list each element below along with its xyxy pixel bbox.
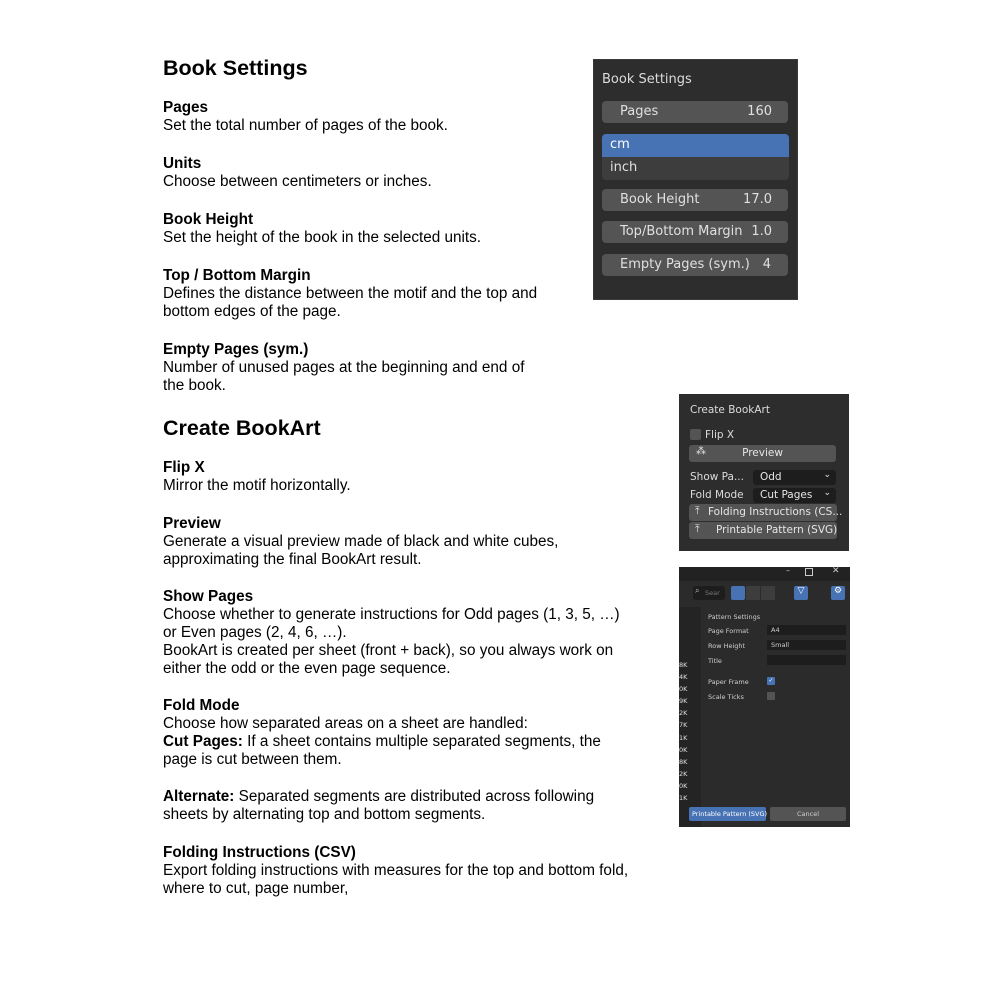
show-pages-label: Show Pa... [690, 471, 744, 483]
title-bar [679, 567, 850, 581]
paper-frame-checkbox[interactable]: ✓ [768, 677, 774, 684]
section-text: Choose between centimeters or inches. [163, 173, 432, 190]
preview-button[interactable] [689, 445, 836, 462]
section-text: BookArt is created per sheet (front + back), so you always work on [163, 642, 614, 659]
folding-instructions-button[interactable] [689, 504, 843, 521]
fold-mode-value: Cut Pages [760, 489, 813, 501]
section-text: Defines the distance between the motif and the top and [163, 285, 538, 302]
section-text: Export folding instructions with measures for the top and bottom fold, [163, 862, 629, 879]
row-height-dropdown[interactable] [767, 640, 846, 650]
spacer [163, 769, 683, 788]
cut-pages-term: Cut Pages: [163, 733, 243, 750]
title-label: Title [708, 657, 722, 665]
heading-create-bookart: Create BookArt [163, 416, 321, 440]
section-text: either the odd or the even page sequence. [163, 660, 451, 677]
section-title: Folding Instructions (CSV) [163, 844, 356, 861]
section-text: Generate a visual preview made of black and white cubes, [163, 533, 559, 550]
row-height-value: Small [771, 641, 790, 649]
grid-view-icon[interactable] [761, 586, 775, 600]
size-column [679, 659, 687, 804]
page-format-label: Page Format [708, 627, 749, 635]
empty-pages-field[interactable] [602, 254, 788, 276]
preview-icon: ⁂ [696, 446, 706, 457]
section-text: or Even pages (2, 4, 6, …). [163, 624, 347, 641]
cut-pages-text: If a sheet contains multiple separated segments, the [242, 733, 601, 750]
size-value: 2K [679, 709, 688, 718]
section-show-pages [163, 588, 683, 678]
empty-pages-value: 4 [762, 257, 771, 272]
book-height-value: 17.0 [743, 192, 772, 207]
gear-icon[interactable]: ⚙ [831, 586, 845, 600]
section-empty-pages [163, 341, 683, 395]
chevron-down-icon: ⌄ [823, 488, 831, 498]
size-value: 9K [679, 697, 688, 706]
paper-frame-label: Paper Frame [708, 678, 749, 686]
flip-x-label: Flip X [705, 429, 735, 441]
pages-field[interactable] [602, 101, 788, 123]
section-text: bottom edges of the page. [163, 303, 341, 320]
folding-instructions-label: Folding Instructions (CS... [708, 506, 843, 518]
section-title: Book Height [163, 211, 254, 228]
printable-pattern-submit-button[interactable] [689, 807, 766, 821]
section-text: Choose how separated areas on a sheet are handled: [163, 715, 528, 732]
section-text: Set the total number of pages of the book. [163, 117, 448, 134]
size-value: 4K [679, 673, 688, 682]
section-title: Pages [163, 99, 209, 116]
size-value: 8K [679, 661, 688, 669]
size-value: 1K [679, 794, 688, 803]
section-folding-instructions [163, 844, 683, 898]
section-title: Show Pages [163, 588, 254, 605]
section-title: Empty Pages (sym.) [163, 341, 309, 358]
show-pages-dropdown[interactable] [753, 470, 836, 485]
section-text: approximating the final BookArt result. [163, 551, 422, 568]
title-input[interactable] [767, 655, 846, 665]
thumbnail-view-icon[interactable] [746, 586, 760, 600]
section-title: Flip X [163, 459, 205, 476]
list-view-icon[interactable] [731, 586, 745, 600]
flip-x-checkbox[interactable] [690, 429, 701, 440]
book-height-field[interactable] [602, 189, 788, 211]
size-value: 0K [679, 685, 688, 694]
page-format-dropdown[interactable] [767, 625, 846, 635]
size-value: 0K [679, 781, 688, 790]
size-value: 2K [679, 769, 688, 778]
section-text: Set the height of the book in the selected units. [163, 229, 482, 246]
alternate-text: Separated segments are distributed across following [234, 788, 595, 805]
printable-pattern-label: Printable Pattern (SVG) [716, 524, 838, 536]
size-value: 7K [679, 721, 688, 730]
page-format-value: A4 [771, 626, 780, 634]
row-height-label: Row Height [708, 642, 746, 650]
panel-title: Book Settings [602, 72, 692, 87]
scale-ticks-checkbox[interactable] [767, 692, 775, 700]
section-title: Preview [163, 515, 221, 532]
fold-mode-label: Fold Mode [690, 489, 744, 501]
size-value: 1K [679, 733, 688, 742]
book-settings-panel [593, 59, 798, 300]
heading-book-settings: Book Settings [163, 56, 308, 80]
margin-label: Top/Bottom Margin [620, 224, 743, 239]
search-icon: ⌕ [695, 586, 700, 595]
section-text: the book. [163, 377, 226, 394]
cancel-button[interactable] [770, 807, 846, 821]
pages-value: 160 [747, 104, 772, 119]
search-placeholder: Sear [705, 589, 720, 597]
fold-mode-dropdown[interactable] [753, 488, 836, 503]
filter-icon[interactable]: ▽ [794, 586, 808, 600]
section-text: Number of unused pages at the beginning and end of [163, 359, 525, 376]
section-text: page is cut between them. [163, 751, 342, 768]
maximize-icon[interactable] [805, 568, 813, 576]
unit-option-cm[interactable]: cm [602, 134, 789, 157]
section-title: Units [163, 155, 202, 172]
export-icon: ⤒ [695, 505, 700, 517]
section-text: where to cut, page number, [163, 880, 349, 897]
panel-title: Create BookArt [690, 404, 770, 416]
section-text [163, 733, 683, 751]
close-icon[interactable]: ✕ [832, 566, 840, 576]
section-preview [163, 515, 683, 569]
section-text [163, 788, 683, 806]
empty-pages-label: Empty Pages (sym.) [620, 257, 750, 272]
alternate-term: Alternate: [163, 788, 235, 805]
printable-pattern-button[interactable] [689, 522, 837, 539]
show-pages-value: Odd [760, 471, 782, 483]
section-flip-x [163, 459, 683, 495]
margin-field[interactable] [602, 221, 788, 243]
cancel-label: Cancel [796, 810, 820, 818]
search-input[interactable] [693, 586, 725, 600]
export-dialog [679, 567, 850, 827]
unit-option-inch[interactable]: inch [610, 160, 638, 175]
section-title: Top / Bottom Margin [163, 267, 311, 284]
minimize-icon[interactable]: – [786, 566, 790, 575]
preview-label: Preview [742, 447, 783, 459]
units-selector [602, 134, 789, 180]
pages-label: Pages [620, 104, 659, 119]
section-text: Mirror the motif horizontally. [163, 477, 351, 494]
pattern-settings-title: Pattern Settings [708, 613, 761, 621]
scale-ticks-label: Scale Ticks [708, 693, 744, 701]
section-text: sheets by alternating top and bottom segments. [163, 806, 486, 823]
size-value: 8K [679, 757, 688, 766]
section-fold-mode [163, 697, 683, 824]
book-height-label: Book Height [620, 192, 700, 207]
size-value: 0K [679, 745, 688, 754]
export-icon: ⤒ [695, 523, 700, 535]
submit-label: Printable Pattern (SVG) [692, 810, 768, 818]
section-title: Fold Mode [163, 697, 240, 714]
section-text: Choose whether to generate instructions for Odd pages (1, 3, 5, …) [163, 606, 620, 623]
create-bookart-panel [679, 394, 849, 551]
margin-value: 1.0 [751, 224, 772, 239]
chevron-down-icon: ⌄ [823, 470, 831, 480]
